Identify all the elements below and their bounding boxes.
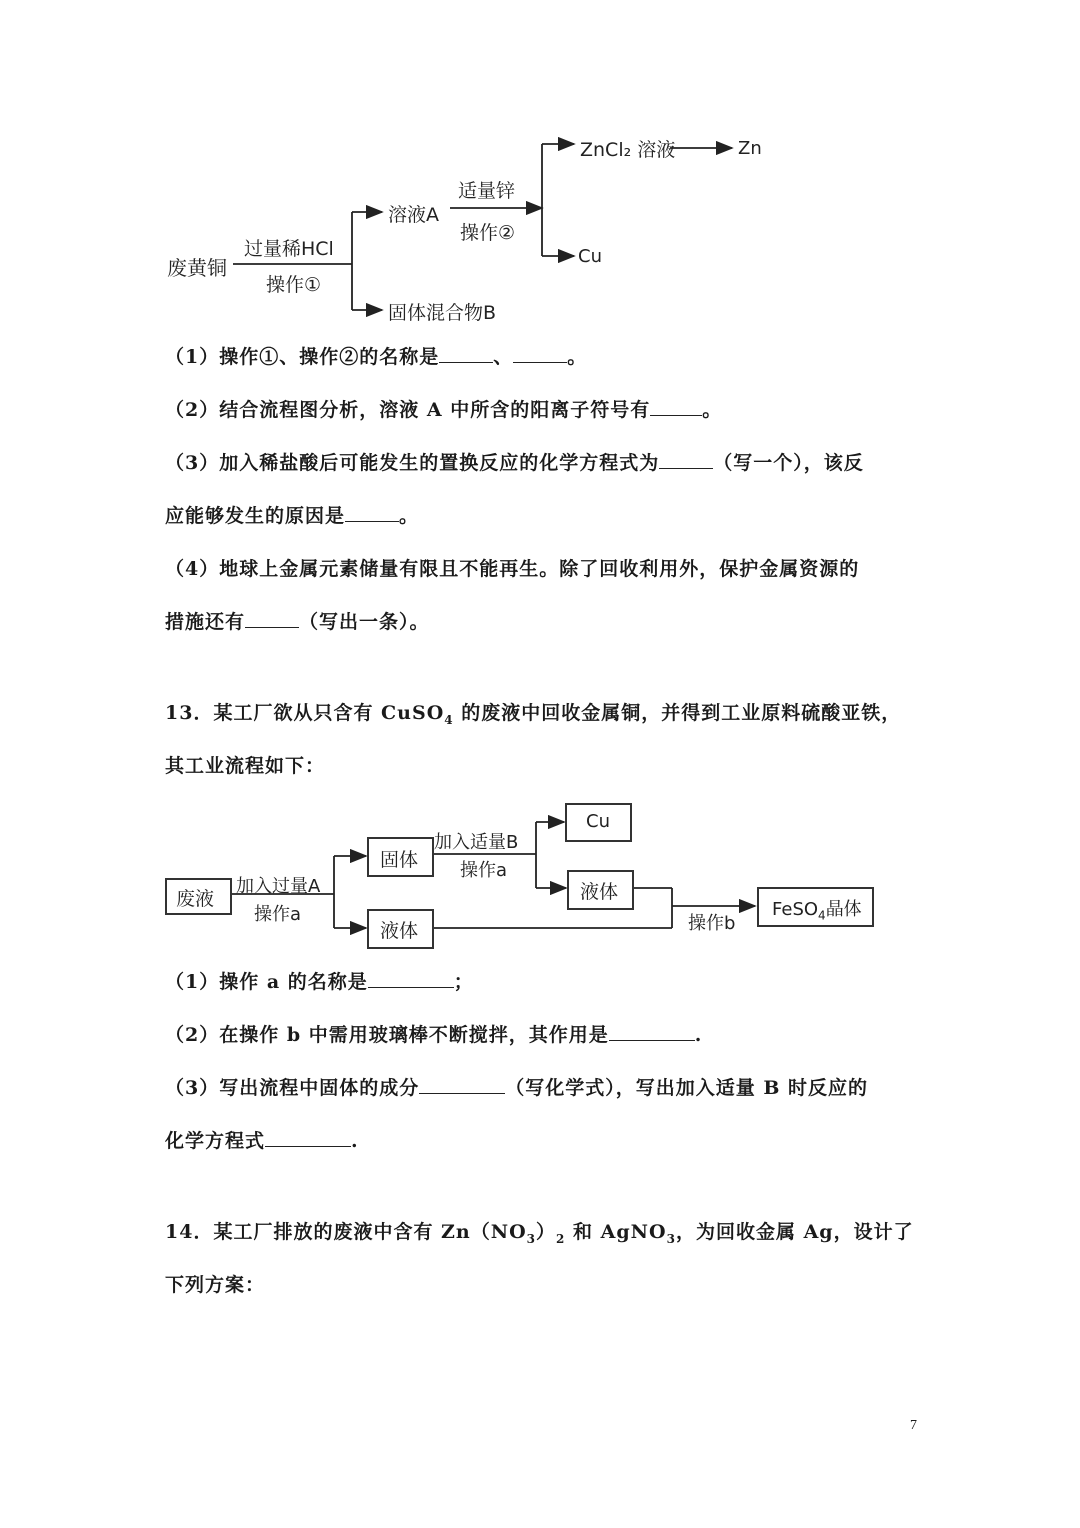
page-number: 7 bbox=[910, 1418, 917, 1433]
label-waste-brass: 废黄铜 bbox=[167, 256, 227, 280]
q13-part-3a: （3）写出流程中固体的成分 （写化学式），写出加入适量 B 时反应的 bbox=[165, 1077, 869, 1099]
q12-part-3b: 应能够发生的原因是 。 bbox=[165, 505, 420, 527]
label-solid-mixture-b: 固体混合物B bbox=[388, 302, 497, 324]
label-solution-a: 溶液A bbox=[388, 204, 439, 226]
label-operation-a-1: 操作a bbox=[254, 904, 302, 925]
q13-part-2: （2）在操作 b 中需用玻璃棒不断搅拌，其作用是 . bbox=[165, 1024, 703, 1046]
q12-part-4b: 措施还有 （写出一条）。 bbox=[165, 611, 430, 633]
q12-part-1: （1）操作①、操作②的名称是 、 。 bbox=[165, 346, 588, 368]
q12-part-4a: （4）地球上金属元素储量有限且不能再生。除了回收利用外，保护金属资源的 bbox=[165, 558, 860, 580]
label-operation-a-2: 操作a bbox=[460, 860, 508, 881]
label-operation-b: 操作b bbox=[688, 913, 736, 934]
label-zncl2-solution: ZnCl₂ 溶液 bbox=[580, 139, 676, 161]
q14-intro-a: 14．某工厂排放的废液中含有 $Zn(NO_3)_2$ 和 AgNO$_3$，为回收金属 Ag，设计了 bbox=[165, 1221, 914, 1246]
label-liquid-1: 液体 bbox=[380, 920, 419, 942]
label-solid: 固体 bbox=[380, 849, 419, 871]
label-operation-2: 操作② bbox=[460, 222, 516, 244]
answer-blank[interactable] bbox=[419, 1075, 505, 1094]
answer-blank[interactable] bbox=[609, 1022, 695, 1041]
label-operation-1: 操作① bbox=[266, 274, 322, 296]
label-zn: Zn bbox=[738, 138, 762, 159]
label-feso4-crystal: FeSO$_4$晶体 bbox=[772, 899, 862, 923]
label-cu-product: Cu bbox=[586, 811, 610, 832]
answer-blank[interactable] bbox=[368, 969, 454, 988]
q13-part-3b: 化学方程式 . bbox=[165, 1130, 359, 1152]
q13-part-1: （1）操作 a 的名称是 ； bbox=[165, 971, 474, 993]
label-cu: Cu bbox=[578, 246, 602, 267]
q12-part-3a: （3）加入稀盐酸后可能发生的置换反应的化学方程式为 （写一个），该反 bbox=[165, 452, 864, 474]
label-excess-hcl: 过量稀HCl bbox=[244, 238, 334, 260]
label-add-excess-a: 加入过量A bbox=[236, 876, 321, 897]
q14-intro-b: 下列方案： bbox=[165, 1274, 266, 1296]
q13-intro-a: 13．某工厂欲从只含有 CuSO$_4$ 的废液中回收金属铜，并得到工业原料硫酸亚铁， bbox=[165, 702, 902, 727]
answer-blank[interactable] bbox=[265, 1128, 351, 1147]
label-waste-liquid: 废液 bbox=[176, 888, 215, 910]
label-add-moderate-b: 加入适量B bbox=[434, 832, 519, 853]
label-liquid-2: 液体 bbox=[580, 881, 619, 903]
q12-part-2: （2）结合流程图分析，溶液 A 中所含的阳离子符号有 。 bbox=[165, 399, 723, 421]
q13-intro-b: 其工业流程如下： bbox=[165, 755, 326, 777]
label-moderate-zinc: 适量锌 bbox=[458, 180, 516, 202]
